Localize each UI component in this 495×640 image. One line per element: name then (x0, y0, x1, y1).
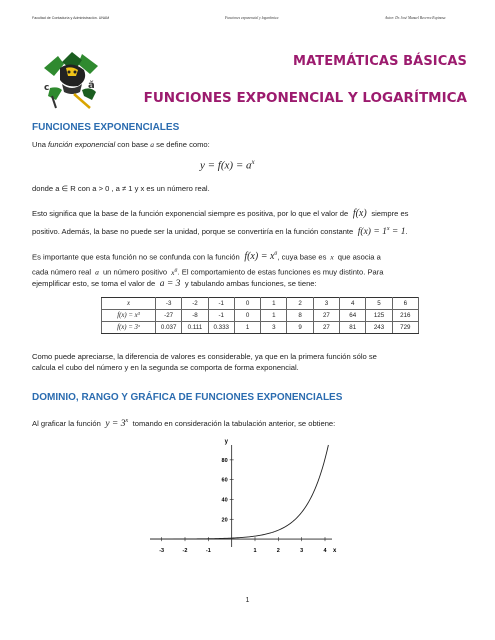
table-row (102, 298, 419, 310)
table-cell: 1 (261, 298, 287, 310)
table-cell: 729 (392, 322, 418, 334)
row-header-x: x (102, 298, 156, 310)
table-cell: -27 (156, 310, 182, 322)
paragraph-difference-2: calcula el cubo del número y en la segunda se comporta de forma exponencial. (32, 363, 299, 372)
series-line-3-pow-x (150, 445, 328, 539)
table-cell: 0.111 (182, 322, 208, 334)
table-row (102, 310, 419, 322)
table-cell: 5 (366, 298, 392, 310)
definition-formula: $y = f(x) = a^x$ (200, 158, 255, 172)
section-heading-domain: DOMINIO, RANGO Y GRÁFICA DE FUNCIONES EXPONENCIALES (32, 392, 343, 403)
y-axis-label: y (224, 439, 229, 445)
definition-conditions: donde a ∈ R con a > 0 , a ≠ 1 y x es un número real. (32, 184, 210, 193)
x-tick-label: 4 (323, 548, 327, 555)
paragraph-compare-2: cada número real a un número positivo $x^a$. El comportamiento de estas funciones es muy distinto. Para (32, 267, 384, 277)
table-row (102, 322, 419, 334)
main-title: MATEMÁTICAS BÁSICAS (293, 54, 467, 69)
table-cell: 64 (340, 310, 366, 322)
table-cell: 2 (287, 298, 313, 310)
table-cell: 1 (261, 310, 287, 322)
x-tick-label: -1 (205, 548, 211, 555)
x-tick-label: 3 (300, 548, 304, 555)
svg-text:ă: ă (88, 80, 95, 91)
values-table (101, 297, 419, 334)
x-tick-label: 1 (253, 548, 257, 555)
svg-text:c: c (44, 83, 50, 93)
table-cell: 0 (234, 310, 260, 322)
y-tick-label: 20 (221, 517, 228, 524)
y-tick-label: 40 (221, 497, 228, 504)
table-cell: 0.333 (208, 322, 234, 334)
paragraph-compare-3: ejemplificar esto, se toma el valor de a = 3 y tabulando ambas funciones, se tiene: (32, 279, 317, 289)
x-tick-label: -3 (159, 548, 165, 555)
table-cell: 0.037 (156, 322, 182, 334)
row-header-cube: f(x) = x³ (102, 310, 156, 322)
table-cell: 243 (366, 322, 392, 334)
paragraph-base-positive-1: Esto significa que la base de la función exponencial siempre es positiva, por lo que el valor de f(x) siempre es (32, 208, 409, 219)
x-axis-label: x (333, 548, 337, 555)
table-cell: -3 (156, 298, 182, 310)
table-cell: -2 (182, 298, 208, 310)
y-tick-label: 80 (221, 457, 228, 464)
exponential-graph (140, 435, 350, 565)
table-cell: 27 (313, 310, 339, 322)
table-cell: 8 (287, 310, 313, 322)
table-cell: 0 (234, 298, 260, 310)
table-cell: -1 (208, 310, 234, 322)
table-cell: 3 (261, 322, 287, 334)
table-cell: 4 (340, 298, 366, 310)
header-left: Facultad de Contaduría y Administración. UNAM (32, 16, 110, 20)
paragraph-compare-1: Es importante que esta función no se confunda con la función $f(x) = x^a$, cuya base es x que asocia a (32, 251, 381, 263)
table-cell: 1 (234, 322, 260, 334)
table-cell: 216 (392, 310, 418, 322)
graph-intro: Al graficar la función $y = 3^x$ tomando en consideración la tabulación anterior, se obtiene: (32, 418, 336, 430)
x-tick-label: 2 (276, 548, 280, 555)
header-right: Autor: Dr. José Manuel Becerra Espinosa (385, 16, 446, 20)
faculty-logo (38, 46, 108, 110)
section-heading-exponential: FUNCIONES EXPONENCIALES (32, 122, 180, 133)
x-tick-label: -2 (182, 548, 188, 555)
table-cell: 9 (287, 322, 313, 334)
table-cell: -8 (182, 310, 208, 322)
y-tick-label: 60 (221, 477, 228, 484)
row-header-exp: f(x) = 3ˣ (102, 322, 156, 334)
paragraph-base-positive-2: positivo. Además, la base no puede ser la unidad, porque se convertiría en la función constante $f(x) = 1^x = 1$. (32, 226, 408, 238)
header-center: Funciones exponencial y logarítmica (225, 16, 279, 20)
table-cell: 125 (366, 310, 392, 322)
table-cell: -1 (208, 298, 234, 310)
page-number: 1 (245, 597, 250, 604)
table-cell: 27 (313, 322, 339, 334)
paragraph-difference-1: Como puede apreciarse, la diferencia de valores es considerable, ya que en la primera función sólo se (32, 352, 377, 361)
table-cell: 3 (313, 298, 339, 310)
table-cell: 81 (340, 322, 366, 334)
definition-intro: Una función exponencial con base a se define como: (32, 140, 210, 149)
table-cell: 6 (392, 298, 418, 310)
subtitle: FUNCIONES EXPONENCIAL Y LOGARÍTMICA (143, 90, 467, 106)
